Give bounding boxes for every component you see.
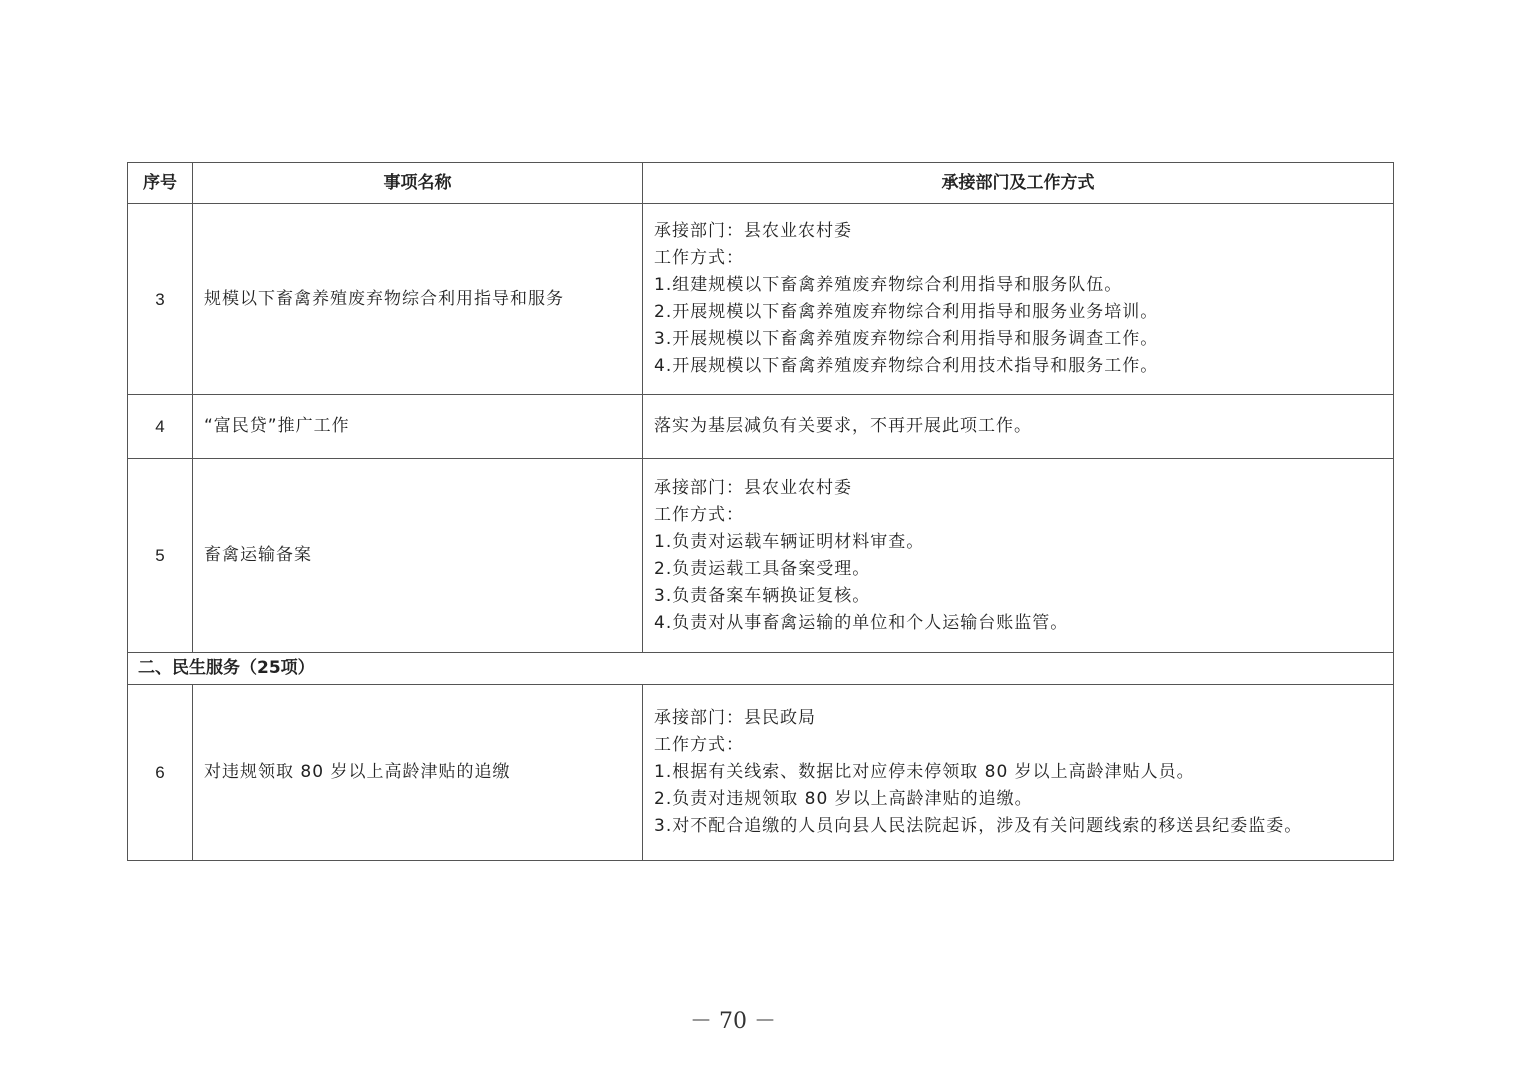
desc-line: 1.组建规模以下畜禽养殖废弃物综合利用指导和服务队伍。 [654,275,1123,295]
row-item-name: 规模以下畜禽养殖废弃物综合利用指导和服务 [193,204,643,395]
table-row [128,459,1394,653]
row-index: 3 [128,204,193,395]
desc-line: 承接部门：县民政局 [654,708,816,728]
header-item-name: 事项名称 [193,163,643,204]
desc-line: 4.开展规模以下畜禽养殖废弃物综合利用技术指导和服务工作。 [654,356,1159,376]
header-dept-method: 承接部门及工作方式 [643,163,1394,204]
section-header-row [128,653,1394,685]
header-index: 序号 [128,163,193,204]
row-dept-method [643,459,1394,653]
desc-line: 2.开展规模以下畜禽养殖废弃物综合利用指导和服务业务培训。 [654,302,1159,322]
row-item-name: 对违规领取 80 岁以上高龄津贴的追缴 [193,685,643,861]
table-row [128,395,1394,459]
desc-line: 3.开展规模以下畜禽养殖废弃物综合利用指导和服务调查工作。 [654,329,1159,349]
desc-line: 1.负责对运载车辆证明材料审查。 [654,531,925,552]
row-item-name: “富民贷”推广工作 [193,395,643,459]
document-table-wrapper [127,162,1393,861]
desc-line: 承接部门：县农业农村委 [654,221,852,241]
row-dept-method [643,204,1394,395]
section-title: 二、民生服务（25项） [128,653,1394,685]
desc-line: 2.负责运载工具备案受理。 [654,558,871,579]
matters-table [127,162,1394,861]
page-number: － 70 － [690,1009,776,1034]
table-row [128,685,1394,861]
table-row [128,204,1394,395]
desc-line: 3.负责备案车辆换证复核。 [654,585,871,606]
desc-line: 3.对不配合追缴的人员向县人民法院起诉，涉及有关问题线索的移送县纪委监委。 [654,816,1303,836]
desc-line: 1.根据有关线索、数据比对应停未停领取 80 岁以上高龄津贴人员。 [654,762,1195,782]
row-dept-method [643,395,1394,459]
row-index: 5 [128,459,193,653]
desc-line: 承接部门：县农业农村委 [654,477,852,498]
row-index: 4 [128,395,193,459]
row-dept-method [643,685,1394,861]
desc-line: 工作方式： [654,504,744,525]
desc-line: 工作方式： [654,248,744,268]
row-index: 6 [128,685,193,861]
row-item-name: 畜禽运输备案 [193,459,643,653]
desc-line: 落实为基层减负有关要求，不再开展此项工作。 [654,416,1032,436]
desc-line: 工作方式： [654,735,744,755]
desc-line: 4.负责对从事畜禽运输的单位和个人运输台账监管。 [654,612,1069,633]
desc-line: 2.负责对违规领取 80 岁以上高龄津贴的追缴。 [654,789,1033,809]
table-header-row [128,163,1394,204]
